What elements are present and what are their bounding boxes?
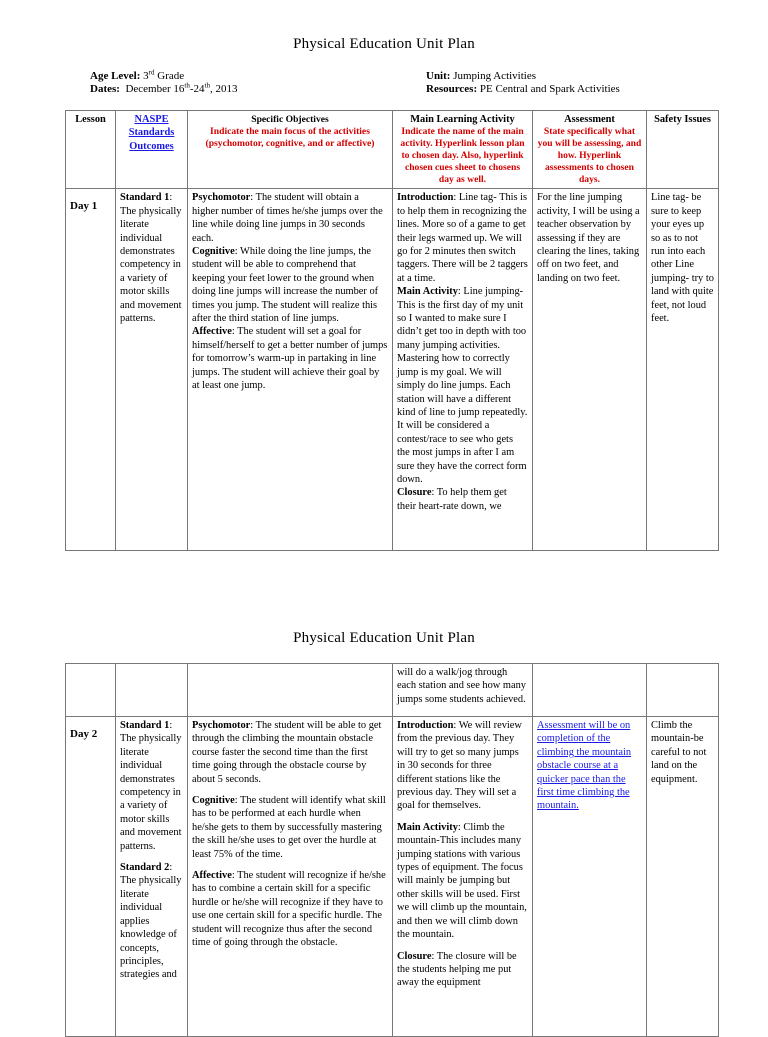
cont-lesson (66, 664, 116, 717)
day1-standard (116, 189, 188, 551)
closure-text: : To help them get their heart-rate down, we (397, 487, 507, 512)
cognitive-label: Cognitive (192, 795, 235, 807)
header-activity (393, 111, 533, 189)
age-level (90, 69, 184, 83)
main-activity-label: Main Activity (397, 286, 458, 298)
dates-b: -24 (189, 83, 205, 95)
objectives-heading: Specific Objectives (251, 114, 329, 125)
main-activity-text: : Climb the mountain-This includes many jumping stations with various types of equipment. The focus will mainly be jumping but other skills will be used. First we will climb up the mountain, and then we will climb down the mountain. (397, 821, 527, 941)
assessment-heading: Assessment (564, 114, 615, 125)
cont-standard (116, 664, 188, 717)
day2-safety: Climb the mountain-be careful to not land on the equipment. (647, 717, 719, 1037)
introduction-label: Introduction (397, 192, 454, 204)
objectives-note: Indicate the main focus of the activities (psychomotor, cognitive, and or affective) (205, 126, 375, 150)
resources-label: Resources: (426, 83, 478, 95)
day1-activity (393, 189, 533, 551)
day2-label: Day 2 (70, 728, 98, 740)
resources (426, 82, 620, 96)
day1-safety: Line tag- be sure to keep your eyes up so as to not run into each other Line jumping- try to land with quite feet, not loud feet. (647, 189, 719, 551)
table-row-day1 (66, 189, 719, 551)
age-level-label: Age Level: (90, 70, 141, 82)
dates-sup2: th (204, 81, 210, 90)
day1-assessment: For the line jumping activity, I will be using a teacher observation by assessing if they are clearing the lines, taking off on two feet, and landing on two feet. (533, 189, 647, 551)
age-level-sup: rd (148, 68, 155, 77)
dates-sup1: th (184, 81, 190, 90)
header-row (66, 111, 719, 189)
cont-objectives (188, 664, 393, 717)
dates-a: December 16 (125, 83, 185, 95)
header-naspe[interactable] (116, 111, 188, 189)
cognitive-label: Cognitive (192, 246, 235, 258)
header-assessment (533, 111, 647, 189)
affective-label: Affective (192, 326, 232, 338)
affective-label: Affective (192, 870, 232, 882)
day2-standards (116, 717, 188, 1037)
dates (90, 82, 237, 96)
standard-text: : The physically literate individual demonstrates competency in a variety of motor skills and movement patterns. (120, 192, 182, 325)
assessment-note: State specifically what you will be assessing, and how. Hyperlink assessments to chosen days. (537, 126, 642, 186)
standard2-text: : The physically literate individual applies knowledge of concepts, principles, strategies and (120, 862, 182, 981)
standard-label: Standard 1 (120, 192, 170, 204)
age-level-rest: Grade (154, 70, 185, 82)
header-safety: Safety Issues (647, 111, 719, 189)
psychomotor-label: Psychomotor (192, 192, 251, 204)
closure-label: Closure (397, 950, 432, 962)
unit (426, 69, 536, 83)
table-row-day2 (66, 717, 719, 1037)
activity-note: Indicate the name of the main activity. Hyperlink lesson plan to chosen day. Also, hyperlink chosen cues sheet to chosens day as well. (400, 126, 525, 186)
psychomotor-text: : The student will obtain a higher number of times he/she jumps over the line while doing line jumps in 30 seconds each. (192, 192, 383, 244)
age-level-num: 3 (143, 70, 149, 82)
introduction-text: : We will review from the previous day. They will try to get so many jumps in 30 seconds for three different stations like the previous day. They will set a goal for themselves. (397, 720, 522, 812)
day1-objectives (188, 189, 393, 551)
dates-c: , 2013 (209, 83, 238, 95)
introduction-text: : Line tag- This is to help them in recognizing the lines. More so of a game to get their legs warmed up. We will go for 2 minutes then switch taggers. There will be 2 taggers at a time. (397, 192, 528, 284)
page-2 (0, 600, 768, 1024)
cont-safety (647, 664, 719, 717)
page-title: Physical Education Unit Plan (293, 36, 475, 52)
cont-assessment (533, 664, 647, 717)
dates-label: Dates: (90, 83, 120, 95)
resources-value: PE Central and Spark Activities (477, 83, 620, 95)
day1-label: Day 1 (70, 200, 98, 213)
main-activity-text: : Line jumping-This is the first day of my unit so I wanted to make sure I didn’t get too in depth with too many jumping activities. Mastering how to correctly jump is my goal. We will simply do line jumps. Each station will have a different kind of line to jump repeatedly. It will be considered a contest/race to see who gets the most jumps in after I am sure they have the correct form down. (397, 286, 528, 485)
header-objectives (188, 111, 393, 189)
standard2-label: Standard 2 (120, 862, 170, 874)
unit-plan-table-continued (65, 663, 719, 1037)
cognitive-text: : The student will identify what skill has to be performed at each hurdle when he/she gets to them by successfully mastering the skill he/she uses to get over the hurdle at least 75% of the time. (192, 795, 386, 860)
introduction-label: Introduction (397, 720, 454, 731)
closure-text: : The closure will be the students helping me put away the equipment (397, 950, 517, 989)
affective-text: : The student will recognize if he/she has to combine a certain skill for a specific hurdle or he/she will recognize if they have to use one certain skill for a specific hurdle. The student will recognize thus after the second time of going through the obstacle. (192, 870, 386, 949)
day2-assessment[interactable] (533, 717, 647, 1037)
affective-text: : The student will set a goal for himself/herself to get a better number of jumps for tomorrow’s warm-up in partaking in line jumps. The student will achieve their goal by at least one jump. (192, 326, 388, 392)
day2-activity (393, 717, 533, 1037)
day2-objectives (188, 717, 393, 1037)
table-row-continued (66, 664, 719, 717)
cognitive-text: : While doing the line jumps, the student will be able to comprehend that keeping your feet lower to the ground when doing line jumps will increase the number of times you jump. The student will realize this after the third station of line jumps. (192, 246, 379, 325)
main-activity-label: Main Activity (397, 821, 458, 833)
assessment-link[interactable]: Assessment will be on completion of the climbing the mountain obstacle course at a quicker pace than the first time climbing the mountain. (537, 720, 632, 812)
day1-lesson (66, 189, 116, 551)
cont-activity: will do a walk/jog through each station and see how many jumps some students achieved. (393, 664, 533, 717)
page-title: Physical Education Unit Plan (293, 630, 475, 646)
header-lesson: Lesson (66, 111, 116, 189)
day2-lesson (66, 717, 116, 1037)
unit-plan-table (65, 110, 719, 551)
standard1-label: Standard 1 (120, 720, 170, 731)
unit-label: Unit: (426, 70, 451, 82)
naspe-link[interactable]: NASPE Standards Outcomes (128, 114, 175, 152)
activity-heading: Main Learning Activity (410, 114, 515, 125)
psychomotor-label: Psychomotor (192, 720, 251, 731)
psychomotor-text: : The student will be able to get through the climbing the mountain obstacle course faster the second time than the first time going through the obstacle course by about 5 seconds. (192, 720, 382, 785)
closure-label: Closure (397, 487, 432, 499)
unit-value: Jumping Activities (450, 70, 537, 82)
standard1-text: : The physically literate individual demonstrates competency in a variety of motor skills and movement patterns. (120, 720, 182, 852)
